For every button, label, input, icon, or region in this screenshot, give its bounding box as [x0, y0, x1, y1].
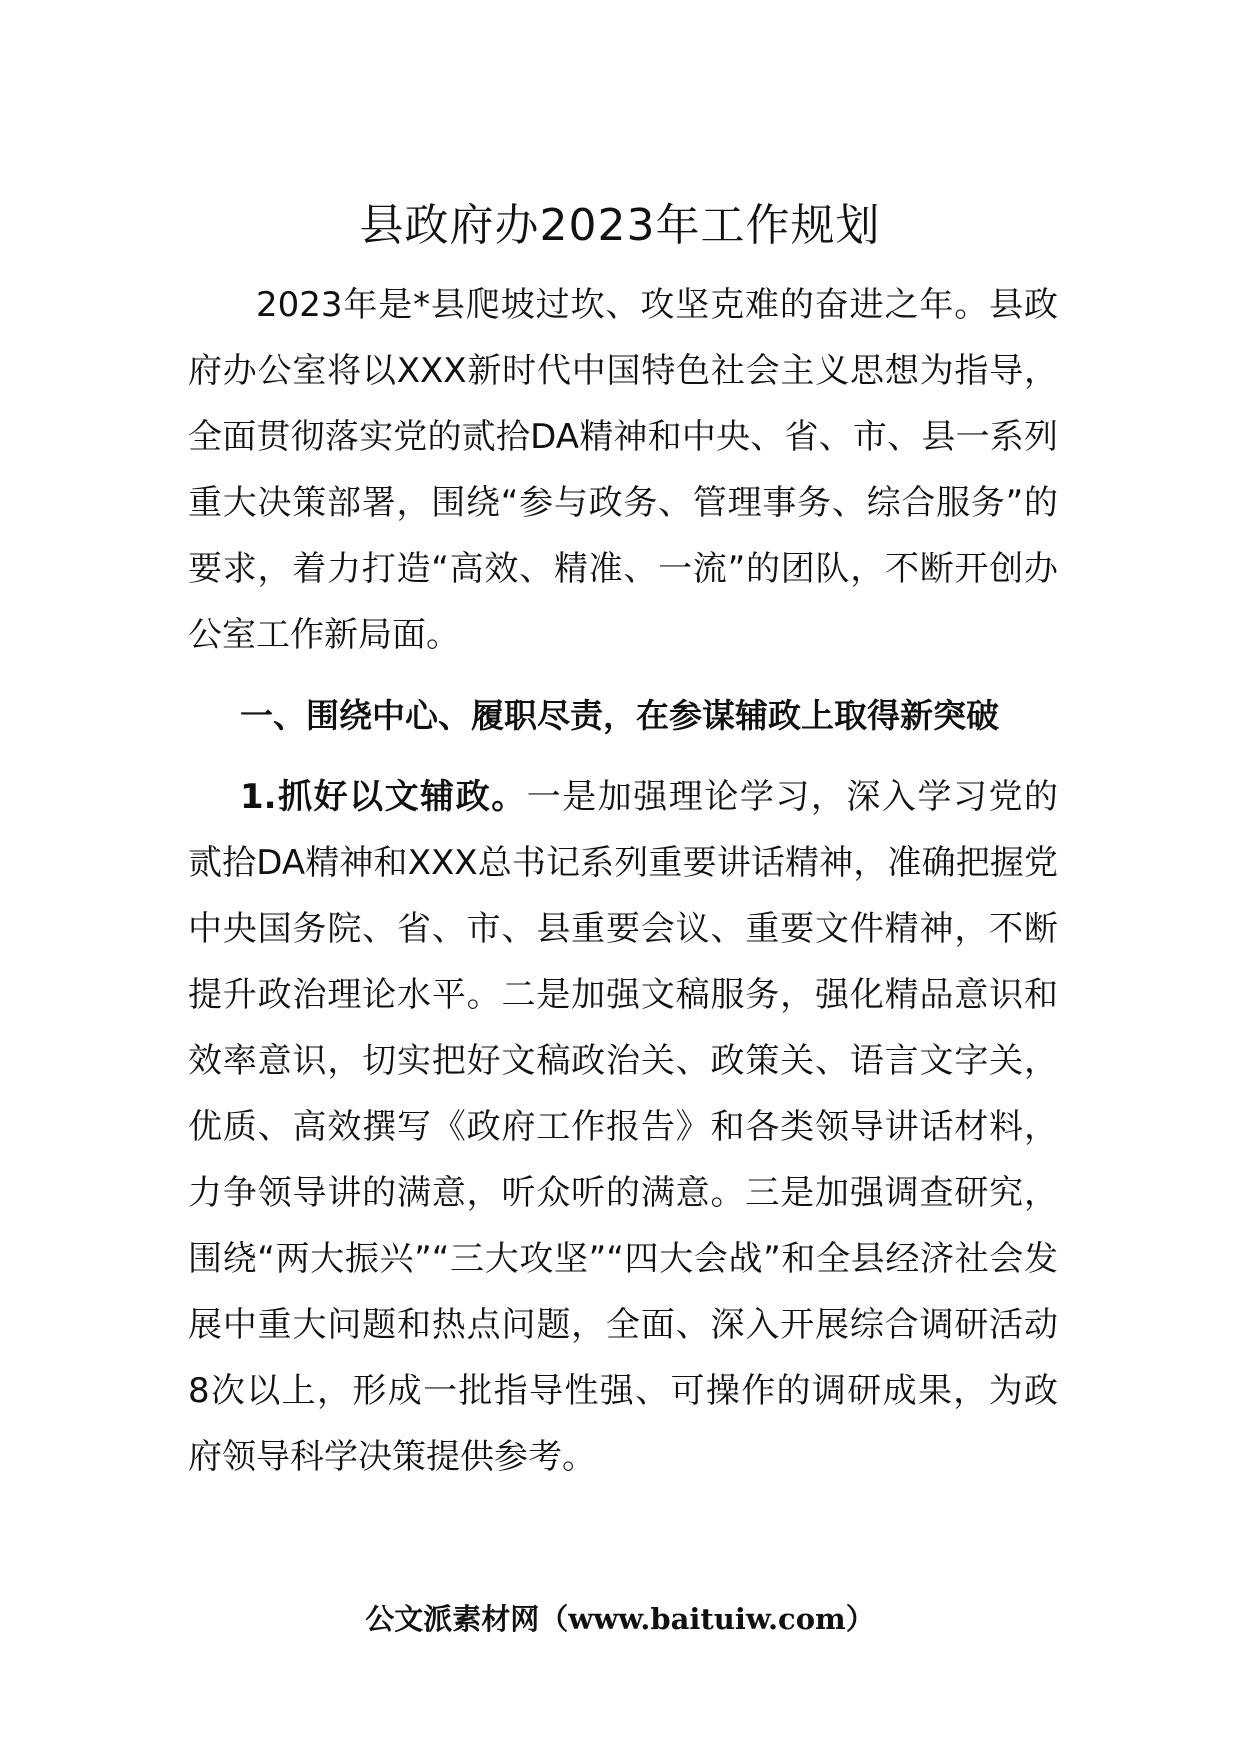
item-paragraph-1: [188, 764, 1058, 1490]
item-lead-1: 1.抓好以文辅政。: [240, 777, 527, 817]
document-title: 县政府办2023年工作规划: [359, 200, 881, 251]
footer-source: 公文派素材网（www.baituiw.com）: [365, 1602, 875, 1636]
section-heading-1: 一、围绕中心、履职尽责，在参谋辅政上取得新突破: [240, 696, 999, 735]
item-body-1: 一是加强理论学习，深入学习党的贰拾DA精神和XXX总书记系列重要讲话精神，准确把握党中央国务院、省、市、县重要会议、重要文件精神，不断提升政治理论水平。二是加强文稿服务，强化精品意识和效率意识，切实把好文稿政治关、政策关、语言文字关，优质、高效撰写《政府工作报告》和各类领导讲话材料，力争领导讲的满意，听众听的满意。三是加强调查研究，围绕“两大振兴”“三大攻坚”“四大会战”和全县经济社会发展中重大问题和热点问题，全面、深入开展综合调研活动8次以上，形成一批指导性强、可操作的调研成果，为政府领导科学决策提供参考。: [188, 777, 1059, 1477]
intro-paragraph: 2023年是*县爬坡过坎、攻坚克难的奋进之年。县政府办公室将以XXX新时代中国特色社会主义思想为指导，全面贯彻落实党的贰拾DA精神和中央、省、市、县一系列重大决策部署，围绕“参与政务、管理事务、综合服务”的要求，着力打造“高效、精准、一流”的团队，不断开创办公室工作新局面。: [188, 285, 1058, 655]
